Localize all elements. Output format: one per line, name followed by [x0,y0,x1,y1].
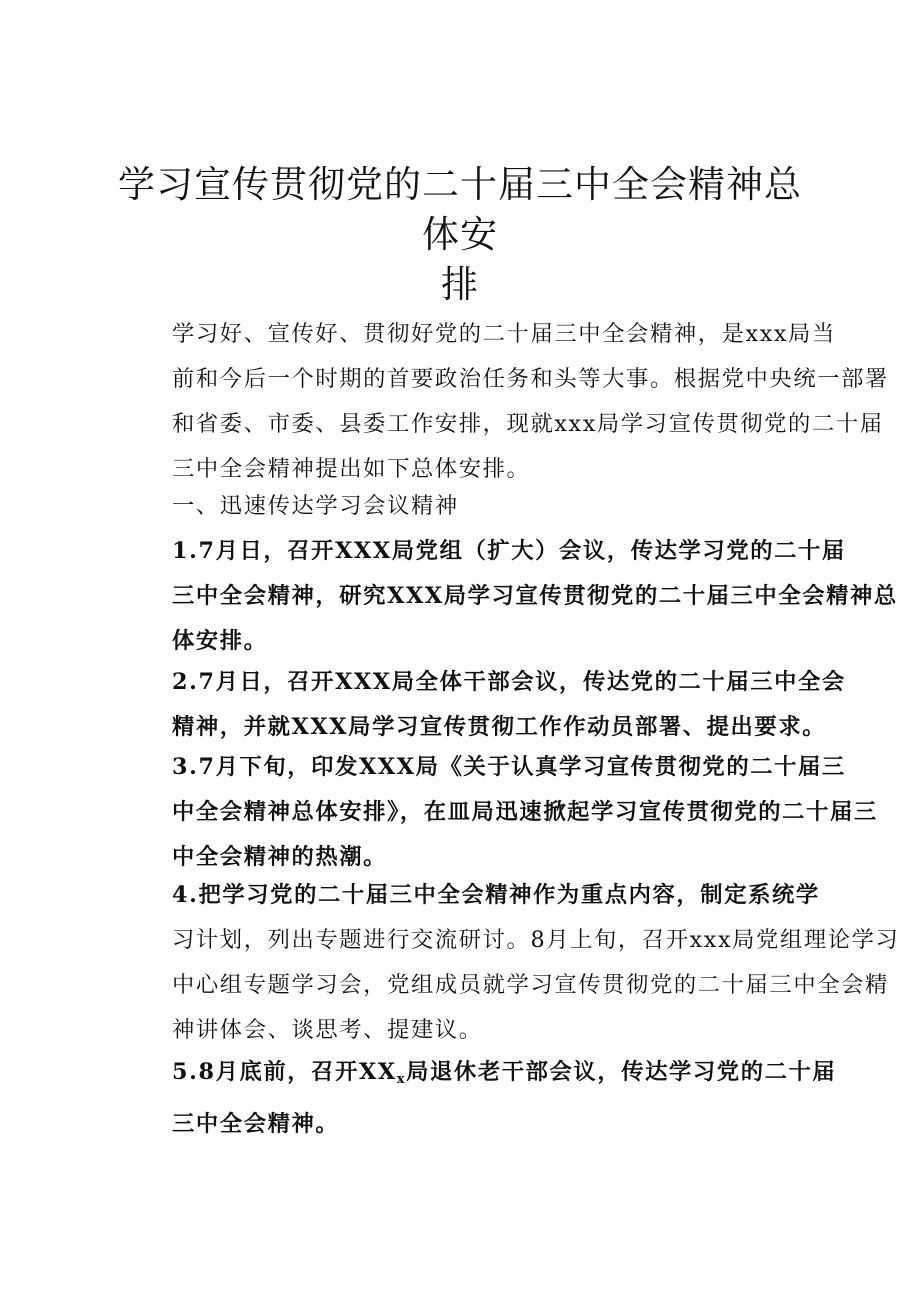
list-item-5 [125,1050,837,1147]
list-item-3 [125,745,878,880]
list-item-4 [125,873,900,1053]
intro-line: 前和今后一个时期的首要政治任务和头等大事。根据党中央统一部署 [172,366,889,392]
item-line: 体安排。 [172,628,268,654]
item-line: 三中全会精神。 [172,1111,340,1137]
item-line: 2.7月日，召开XXX局全体干部会议，传达党的二十届三中全会 [172,669,846,695]
section-1-heading: 一、迅速传达学习会议精神 [172,493,459,519]
title-line-1: 学习宣传贯彻党的二十届三中全会精神总体安 [118,163,802,256]
item-line: 3.7月下旬，印发XXX局《关于认真学习宣传贯彻党的二十届三 [172,754,846,780]
intro-line: 学习好、宣传好、贯彻好党的二十届三中全会精神，是xxx局当 [172,321,836,347]
item-line: 1.7月日，召开XXX局党组（扩大）会议，传达学习党的二十届 [172,538,846,564]
item-5-text-b: 局退休老干部会议，传达学习党的二十届 [406,1059,837,1085]
item-line: 神讲体会、谈思考、提建议。 [172,1017,483,1043]
list-item-1 [125,529,898,664]
list-item-2 [125,660,846,750]
item-line: 精神，并就XXX局学习宣传贯彻工作作动员部署、提出要求。 [172,714,827,740]
intro-paragraph [125,312,889,492]
item-line: 4.把学习党的二十届三中全会精神作为重点内容，制定系统学 [172,882,820,908]
document-title [110,160,810,310]
item-5-text-a: 5.8月底前，召开XX [172,1059,397,1085]
item-line: 中心组专题学习会，党组成员就学习宣传贯彻党的二十届三中全会精 [172,972,889,998]
item-line: 中全会精神的热潮。 [172,844,388,870]
item-line: 中全会精神总体安排》，在皿局迅速掀起学习宣传贯彻党的二十届三 [172,799,878,825]
intro-line: 和省委、市委、县委工作安排，现就xxx局学习宣传贯彻党的二十届 [172,411,884,437]
item-line: 习计划，列出专题进行交流研讨。8月上旬，召开xxx局党组理论学习 [172,927,900,953]
item-5-subscript: x [396,1072,407,1087]
item-line: 三中全会精神，研究XXX局学习宣传贯彻党的二十届三中全会精神总 [172,583,898,609]
intro-line: 三中全会精神提出如下总体安排。 [172,456,531,482]
item-line [125,1050,837,1102]
title-line-2: 排 [441,263,479,306]
